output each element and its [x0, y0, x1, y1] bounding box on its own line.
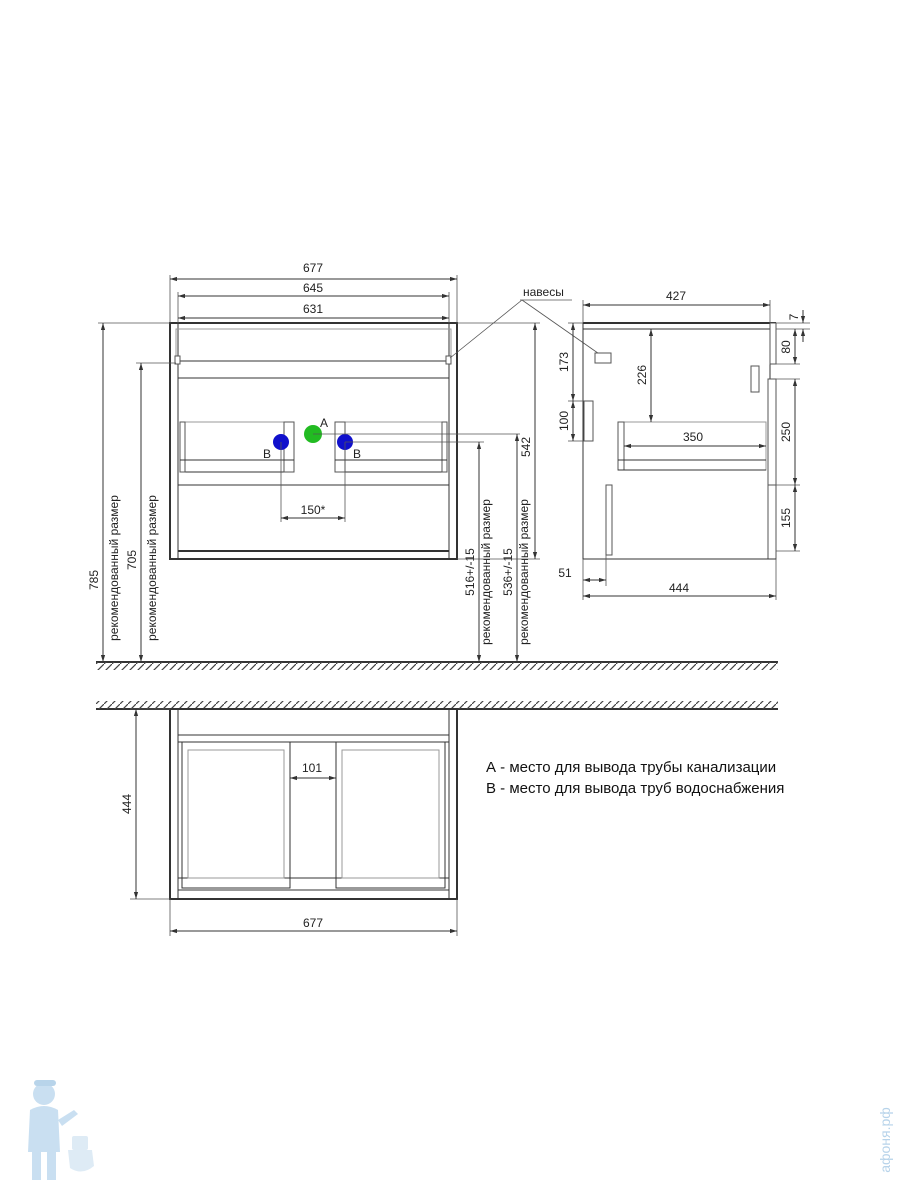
- legend-a: А - место для вывода трубы канализации: [486, 759, 777, 776]
- dim-plan-gap-101: 101: [301, 761, 323, 775]
- label-b-right: B: [353, 447, 362, 461]
- dim-height-785: 785: [87, 569, 101, 591]
- dim-side-depth-444: 444: [668, 581, 690, 595]
- dim-front-width-677: 677: [302, 261, 324, 275]
- dim-side-226: 226: [635, 364, 649, 386]
- label-recommended-785: рекомендованный размер: [107, 495, 121, 641]
- plumber-mascot-icon: [28, 1080, 94, 1180]
- dim-side-80: 80: [779, 340, 793, 354]
- dim-plan-depth-444: 444: [120, 793, 134, 815]
- dim-side-51: 51: [558, 566, 572, 580]
- dim-height-705: 705: [125, 549, 139, 571]
- dim-side-7: 7: [787, 313, 801, 321]
- dim-front-width-631: 631: [302, 302, 324, 316]
- dim-side-155: 155: [779, 507, 793, 529]
- dim-plan-width-677: 677: [302, 916, 324, 930]
- dim-side-250: 250: [779, 421, 793, 443]
- plan-outline: [170, 709, 457, 899]
- plan-left-drawer: [182, 742, 290, 888]
- dim-height-516: 516+/-15: [463, 548, 477, 596]
- dim-pipe-spacing: 150*: [300, 503, 326, 517]
- legend: [486, 759, 784, 797]
- label-recommended-536: рекомендованный размер: [517, 499, 531, 645]
- plan-right-drawer: [336, 742, 445, 888]
- dim-side-173: 173: [557, 351, 571, 373]
- dim-height-542: 542: [519, 436, 533, 458]
- dim-side-350: 350: [682, 430, 704, 444]
- side-view: [557, 289, 810, 600]
- label-b-left: B: [263, 447, 272, 461]
- watermark: афоня.рф: [877, 1107, 893, 1173]
- label-hinges: навесы: [523, 285, 564, 299]
- label-recommended-705: рекомендованный размер: [145, 495, 159, 641]
- bottom-view: [96, 701, 778, 936]
- label-a: A: [320, 416, 329, 430]
- dim-side-100: 100: [557, 410, 571, 432]
- label-recommended-516: рекомендованный размер: [479, 499, 493, 645]
- dim-side-depth-427: 427: [665, 289, 687, 303]
- dim-front-width-645: 645: [302, 281, 324, 295]
- legend-b: В - место для вывода труб водоснабжения: [486, 780, 785, 797]
- dim-height-536: 536+/-15: [501, 548, 515, 596]
